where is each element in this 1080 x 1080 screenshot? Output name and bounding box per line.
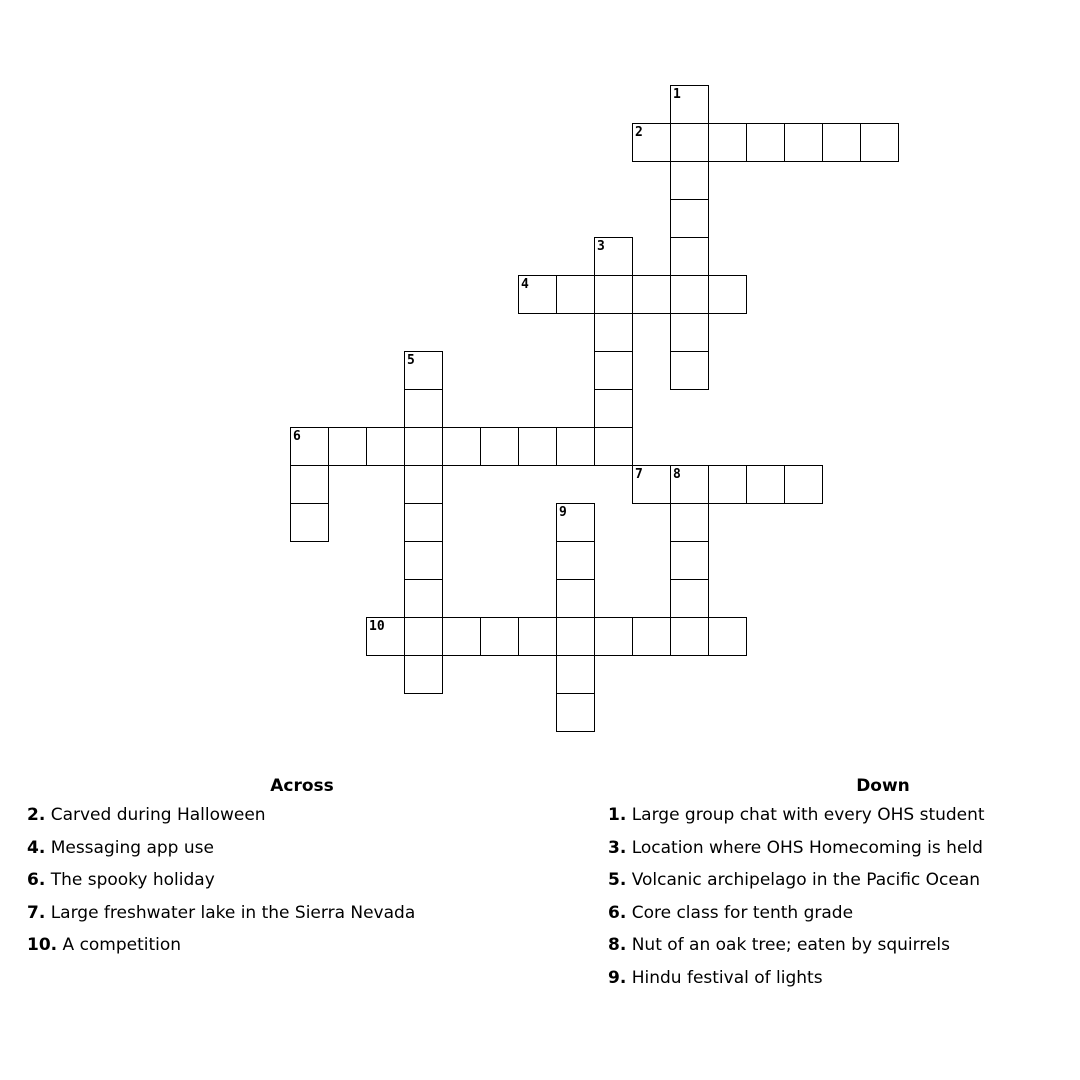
crossword-cell[interactable] bbox=[366, 427, 405, 466]
crossword-cell[interactable] bbox=[404, 617, 443, 656]
crossword-cell[interactable] bbox=[784, 465, 823, 504]
crossword-cell[interactable] bbox=[594, 237, 633, 276]
crossword-cell[interactable] bbox=[556, 579, 595, 618]
crossword-cell[interactable] bbox=[670, 313, 709, 352]
clue-text: Volcanic archipelago in the Pacific Ocean bbox=[631, 870, 981, 890]
crossword-cell[interactable] bbox=[480, 617, 519, 656]
crossword-cell[interactable] bbox=[670, 123, 709, 162]
across-clue bbox=[27, 837, 577, 859]
across-clue bbox=[27, 804, 577, 826]
crossword-cell[interactable] bbox=[442, 617, 481, 656]
clue-number: 2. bbox=[27, 805, 46, 825]
crossword-cell[interactable] bbox=[670, 617, 709, 656]
crossword-cell[interactable] bbox=[328, 427, 367, 466]
cell-number: 1 bbox=[673, 87, 681, 102]
crossword-cell[interactable] bbox=[480, 427, 519, 466]
crossword-cell[interactable] bbox=[290, 503, 329, 542]
clue-text: Nut of an oak tree; eaten by squirrels bbox=[631, 935, 950, 955]
clue-text: Carved during Halloween bbox=[50, 805, 266, 825]
down-clue bbox=[608, 837, 1058, 859]
clue-number: 9. bbox=[608, 967, 627, 988]
crossword-cell[interactable] bbox=[556, 617, 595, 656]
cell-number: 9 bbox=[559, 505, 567, 520]
crossword-cell[interactable] bbox=[632, 617, 671, 656]
down-clue bbox=[608, 869, 1058, 891]
crossword-cell[interactable] bbox=[670, 199, 709, 238]
crossword-cell[interactable] bbox=[708, 617, 747, 656]
crossword-cell[interactable] bbox=[708, 123, 747, 162]
crossword-cell[interactable] bbox=[594, 617, 633, 656]
clue-number: 5. bbox=[608, 870, 627, 890]
crossword-cell[interactable] bbox=[518, 427, 557, 466]
down-clue bbox=[608, 934, 1058, 956]
crossword-cell[interactable] bbox=[822, 123, 861, 162]
cell-number: 5 bbox=[407, 353, 415, 368]
crossword-cell[interactable] bbox=[594, 275, 633, 314]
crossword-cell[interactable] bbox=[594, 351, 633, 390]
cell-number: 8 bbox=[673, 467, 681, 482]
cell-number: 3 bbox=[597, 239, 605, 254]
crossword-cell[interactable] bbox=[594, 389, 633, 428]
crossword-cell[interactable] bbox=[708, 275, 747, 314]
crossword-cell[interactable] bbox=[670, 161, 709, 200]
crossword-cell[interactable] bbox=[632, 123, 671, 162]
clue-text: The spooky holiday bbox=[50, 870, 215, 890]
crossword-cell[interactable] bbox=[670, 465, 709, 504]
cell-number: 6 bbox=[293, 429, 301, 444]
clue-text: Hindu festival of lights bbox=[631, 967, 823, 988]
crossword-cell[interactable] bbox=[556, 275, 595, 314]
crossword-cell[interactable] bbox=[708, 465, 747, 504]
crossword-cell[interactable] bbox=[632, 465, 671, 504]
crossword-cell[interactable] bbox=[746, 123, 785, 162]
clue-number: 6. bbox=[608, 902, 627, 923]
crossword-cell[interactable] bbox=[404, 427, 443, 466]
crossword-cell[interactable] bbox=[290, 465, 329, 504]
crossword-cell[interactable] bbox=[784, 123, 823, 162]
crossword-cell[interactable] bbox=[556, 541, 595, 580]
across-clues bbox=[27, 775, 577, 967]
crossword-cell[interactable] bbox=[746, 465, 785, 504]
crossword-cell[interactable] bbox=[404, 579, 443, 618]
crossword-cell[interactable] bbox=[404, 541, 443, 580]
crossword-cell[interactable] bbox=[670, 541, 709, 580]
crossword-cell[interactable] bbox=[670, 85, 709, 124]
down-clues bbox=[608, 775, 1058, 999]
clue-number: 3. bbox=[608, 837, 627, 858]
clue-text: Messaging app use bbox=[50, 837, 214, 858]
crossword-cell[interactable] bbox=[404, 655, 443, 694]
crossword-cell[interactable] bbox=[404, 465, 443, 504]
cell-number: 7 bbox=[635, 467, 643, 482]
crossword-cell[interactable] bbox=[366, 617, 405, 656]
crossword-cell[interactable] bbox=[404, 351, 443, 390]
across-clue bbox=[27, 869, 577, 891]
crossword-cell[interactable] bbox=[556, 503, 595, 542]
crossword-cell[interactable] bbox=[556, 655, 595, 694]
clue-text: A competition bbox=[62, 935, 182, 955]
clue-number: 10. bbox=[27, 935, 58, 955]
down-heading: Down bbox=[856, 776, 910, 796]
down-clue bbox=[608, 804, 1058, 826]
crossword-cell[interactable] bbox=[632, 275, 671, 314]
down-clue bbox=[608, 967, 1058, 989]
crossword-cell[interactable] bbox=[518, 275, 557, 314]
crossword-cell[interactable] bbox=[670, 237, 709, 276]
crossword-cell[interactable] bbox=[290, 427, 329, 466]
clue-text: Location where OHS Homecoming is held bbox=[631, 837, 983, 858]
crossword-cell[interactable] bbox=[556, 427, 595, 466]
clue-number: 7. bbox=[27, 902, 46, 923]
clue-number: 1. bbox=[608, 805, 627, 825]
crossword-cell[interactable] bbox=[670, 275, 709, 314]
cell-number: 10 bbox=[369, 619, 385, 634]
crossword-cell[interactable] bbox=[556, 693, 595, 732]
crossword-cell[interactable] bbox=[860, 123, 899, 162]
crossword-cell[interactable] bbox=[518, 617, 557, 656]
crossword-cell[interactable] bbox=[670, 579, 709, 618]
across-heading: Across bbox=[270, 776, 334, 796]
clue-number: 4. bbox=[27, 837, 46, 858]
clue-number: 8. bbox=[608, 935, 627, 955]
crossword-cell[interactable] bbox=[670, 351, 709, 390]
crossword-cell[interactable] bbox=[404, 389, 443, 428]
down-clue bbox=[608, 902, 1058, 924]
crossword-cell[interactable] bbox=[594, 313, 633, 352]
across-clue bbox=[27, 934, 577, 956]
crossword-cell[interactable] bbox=[594, 427, 633, 466]
clue-text: Large freshwater lake in the Sierra Nevada bbox=[50, 902, 416, 923]
clue-text: Core class for tenth grade bbox=[631, 902, 854, 923]
across-clue bbox=[27, 902, 577, 924]
crossword-cell[interactable] bbox=[442, 427, 481, 466]
cell-number: 2 bbox=[635, 125, 643, 140]
clue-number: 6. bbox=[27, 870, 46, 890]
clue-text: Large group chat with every OHS student bbox=[631, 805, 985, 825]
crossword-cell[interactable] bbox=[404, 503, 443, 542]
cell-number: 4 bbox=[521, 277, 529, 292]
crossword-cell[interactable] bbox=[670, 503, 709, 542]
